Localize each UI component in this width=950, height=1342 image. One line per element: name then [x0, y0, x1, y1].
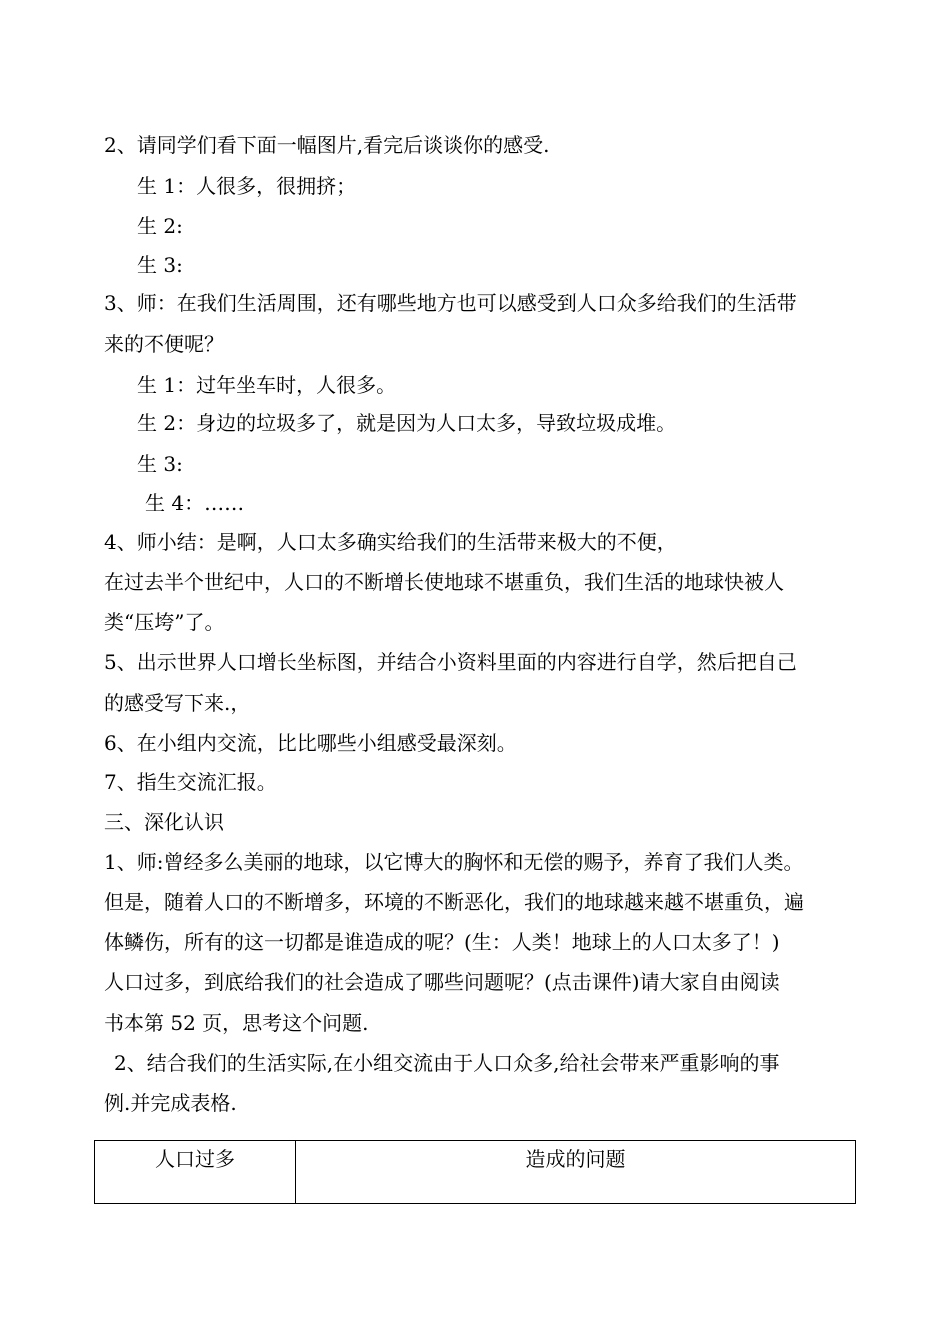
- paragraph-line: 5、出示世界人口增长坐标图，并结合小资料里面的内容进行自学，然后把自己: [104, 650, 797, 674]
- paragraph-line: 7、指生交流汇报。: [104, 770, 277, 794]
- paragraph-line: 生 1：过年坐车时，人很多。: [137, 373, 397, 397]
- paragraph-line: 生 4：……: [145, 491, 245, 515]
- paragraph-line: 在过去半个世纪中，人口的不断增长使地球不堪重负，我们生活的地球快被人: [104, 570, 784, 594]
- paragraph-line: 例.并完成表格.: [104, 1091, 237, 1115]
- paragraph-line: 4、师小结：是啊，人口太多确实给我们的生活带来极大的不便，: [104, 530, 677, 554]
- table-header-overpopulation: 人口过多: [95, 1141, 296, 1204]
- paragraph-line: 生 2:: [137, 214, 183, 238]
- paragraph-line: 人口过多，到底给我们的社会造成了哪些问题呢？(点击课件)请大家自由阅读: [104, 970, 780, 994]
- paragraph-line: 2、结合我们的生活实际,在小组交流由于人口众多,给社会带来严重影响的事: [114, 1051, 780, 1075]
- paragraph-line: 1、师:曾经多么美丽的地球，以它博大的胸怀和无偿的赐予，养育了我们人类。: [104, 850, 804, 874]
- section-heading: 三、深化认识: [104, 810, 224, 834]
- paragraph-line: 生 3:: [137, 253, 183, 277]
- paragraph-line: 6、在小组内交流，比比哪些小组感受最深刻。: [104, 731, 517, 755]
- paragraph-line: 但是，随着人口的不断增多，环境的不断恶化，我们的地球越来越不堪重负，遍: [104, 890, 804, 914]
- paragraph-line: 书本第 52 页，思考这个问题.: [104, 1011, 369, 1035]
- paragraph-line: 生 3:: [137, 452, 183, 476]
- paragraph-line: 2、请同学们看下面一幅图片,看完后谈谈你的感受.: [104, 133, 550, 157]
- table-header-problems: 造成的问题: [296, 1141, 856, 1204]
- paragraph-line: 生 2：身边的垃圾多了，就是因为人口太多，导致垃圾成堆。: [137, 411, 677, 435]
- paragraph-line: 类“压垮”了。: [104, 610, 225, 634]
- table-row: [95, 1141, 856, 1204]
- paragraph-line: 3、师：在我们生活周围，还有哪些地方也可以感受到人口众多给我们的生活带: [104, 291, 797, 315]
- paragraph-line: 体鳞伤，所有的这一切都是谁造成的呢？(生：人类！地球上的人口太多了！): [104, 930, 780, 954]
- problems-table: [94, 1140, 856, 1204]
- paragraph-line: 来的不便呢？: [104, 332, 224, 356]
- paragraph-line: 生 1：人很多，很拥挤；: [137, 174, 357, 198]
- paragraph-line: 的感受写下来.，: [104, 691, 251, 715]
